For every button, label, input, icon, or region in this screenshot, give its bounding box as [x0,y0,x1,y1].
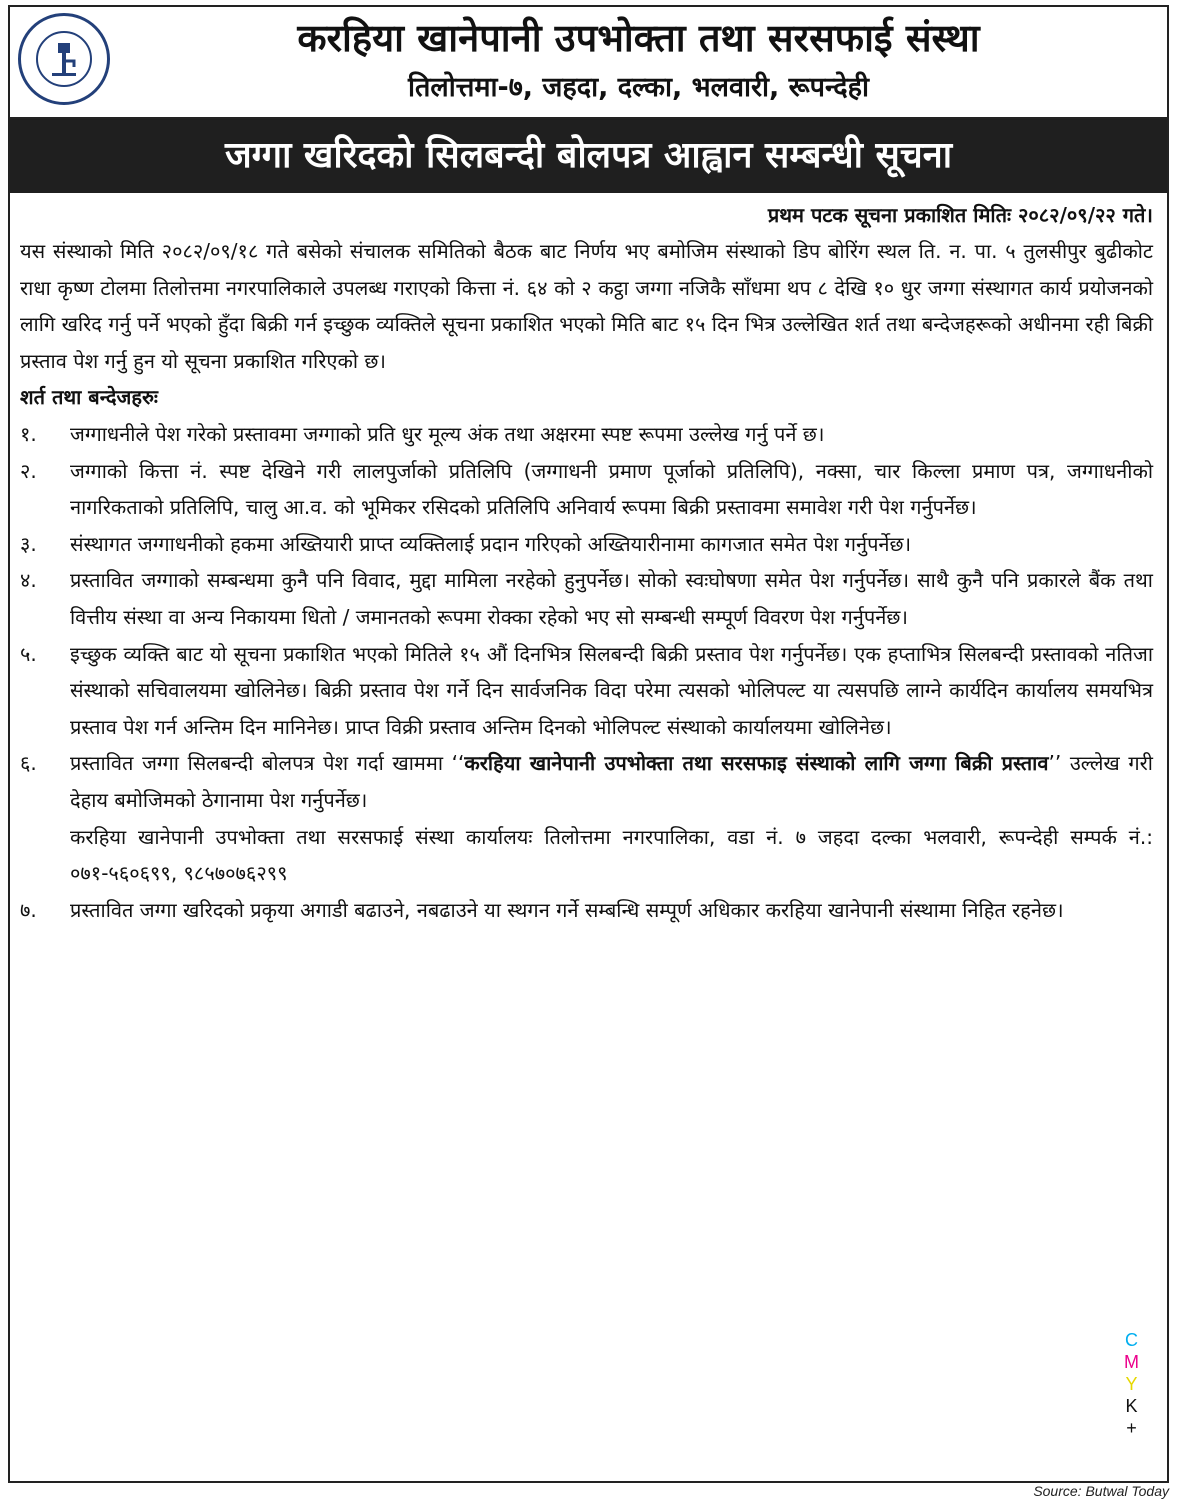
term-item [20,892,1153,929]
term-text: प्रस्तावित जग्गाको सम्बन्धमा कुनै पनि विवाद, मुद्दा मामिला नरहेको हुनुपर्नेछ। सोको स्वःघोषणा समेत पेश गर्नुपर्नेछ। साथै कुनै पनि प्रकारले बैंक तथा वित्तीय संस्था वा अन्य निकायमा धितो / जमानतको रूपमा रोक्का रहेको भए सो सम्बन्धी सम्पूर्ण विवरण पेश गर्नुपर्नेछ। [70,568,1153,629]
term-text: जग्गाधनीले पेश गरेको प्रस्तावमा जग्गाको प्रति धुर मूल्य अंक तथा अक्षरमा स्पष्ट रूपमा उल्लेख गर्नु पर्ने छ। [70,421,825,446]
organization-seal-icon [18,13,110,105]
term-item [20,636,1153,746]
term-item [20,453,1153,526]
terms-heading: शर्त तथा बन्देजहरुः [20,385,158,410]
term-number: १. [20,421,37,446]
term6-text-after: ’’ उल्लेख गरी देहाय बमोजिमको ठेगानामा पेश गर्नुपर्नेछ। [70,751,1153,812]
organization-name: करहिया खानेपानी उपभोक्ता तथा सरसफाई संस्था [297,16,980,60]
print-registration-marks [1124,1329,1139,1439]
term-text: संस्थागत जग्गाधनीको हकमा अख्तियारी प्राप्त व्यक्तिलाई प्रदान गरिएको अख्तियारीनामा कागजात समेत पेश गर्नुपर्नेछ। [70,531,912,556]
envelope-label: करहिया खानेपानी उपभोक्ता तथा सरसफाइ संस्थाको लागि जग्गा बिक्री प्रस्ताव [464,751,1049,776]
office-address-contact: करहिया खानेपानी उपभोक्ता तथा सरसफाई संस्था कार्यालयः तिलोत्तमा नगरपालिका, वडा नं. ७ जहदा दल्का भलवारी, रूपन्देही सम्पर्क नं.: ०७१-५६०६९९, ९८५७०७६२९९ [70,824,1153,886]
term-item [20,526,1153,563]
publication-date: प्रथम पटक सूचना प्रकाशित मितिः २०८२/०९/२२ गते। [767,203,1153,227]
term-item [20,562,1153,635]
notice-frame [8,5,1169,1483]
term-number: २. [20,458,37,483]
term-number: ६. [20,751,37,776]
term-text: प्रस्तावित जग्गा खरिदको प्रकृया अगाडी बढाउने, नबढाउने या स्थगन गर्ने सम्बन्धि सम्पूर्ण अधिकार करहिया खानेपानी संस्थामा निहित रहनेछ। [70,897,1064,922]
cmyk-c: C [1125,1330,1138,1350]
notice-title-banner: जग्गा खरिदको सिलबन्दी बोलपत्र आह्वान सम्बन्धी सूचना [10,119,1167,193]
term-number: ३. [20,531,37,556]
seal-center [36,31,92,87]
intro-paragraph: यस संस्थाको मिति २०८२/०९/१८ गते बसेको संचालक समितिको बैठक बाट निर्णय भए बमोजिम संस्थाको डिप बोरिंग स्थल ति. न. पा. ५ तुलसीपुर बुढीकोट राधा कृष्ण टोलमा तिलोत्तमा नगरपालिकाले उपलब्ध गराएको कित्ता नं. ६४ को २ कट्ठा जग्गा नजिकै साँधमा थप ८ देखि १० धुर जग्गा संस्थागत कार्य प्रयोजनको लागि खरिद गर्नु पर्ने भएको हुँदा बिक्री गर्न इच्छुक व्यक्तिले सूचना प्रकाशित भएको मिति बाट १५ दिन भित्र उल्लेखित शर्त तथा बन्देजहरूको अधीनमा रही बिक्री प्रस्ताव पेश गर्नु हुन यो सूचना प्रकाशित गरिएको छ। [20,239,1153,373]
term-text: इच्छुक व्यक्ति बाट यो सूचना प्रकाशित भएको मितिले १५ औं दिनभित्र सिलबन्दी बिक्री प्रस्ताव पेश गर्नुपर्नेछ। एक हप्ताभित्र सिलबन्दी प्रस्तावको नतिजा संस्थाको सचिवालयमा खोलिनेछ। बिक्री प्रस्ताव पेश गर्ने दिन सार्वजनिक विदा परेमा त्यसको भोलिपल्ट या त्यसपछि लाग्ने कार्यदिन कार्यालय समयभित्र प्रस्ताव पेश गर्न अन्तिम दिन मानिनेछ। प्राप्त विक्री प्रस्ताव अन्तिम दिनको भोलिपल्ट संस्थाको कार्यालयमा खोलिनेछ। [70,641,1153,739]
cmyk-k: K [1125,1396,1138,1416]
term-text: जग्गाको कित्ता नं. स्पष्ट देखिने गरी लालपुर्जाको प्रतिलिपि (जग्गाधनी प्रमाण पूर्जाको प्रतिलिपि), नक्सा, चार किल्ला प्रमाण पत्र, जग्गाधनीको नागरिकताको प्रतिलिपि, चालु आ.व. को भूमिकर रसिदको प्रतिलिपि अनिवार्य रूपमा बिक्री प्रस्तावमा समावेश गरी पेश गर्नुपर्नेछ। [70,458,1153,520]
term-text [70,745,1153,891]
term-item [20,745,1153,891]
source-credit: Source: Butwal Today [1033,1483,1169,1499]
notice-body [10,233,1167,928]
cmyk-plus: + [1126,1418,1137,1438]
term-item [20,416,1153,453]
term-number: ४. [20,568,37,593]
term-number: ७. [20,897,37,922]
cmyk-y: Y [1125,1374,1138,1394]
organization-address: तिलोत्तमा-७, जहदा, दल्का, भलवारी, रूपन्देही [408,72,869,103]
term6-text-before: प्रस्तावित जग्गा सिलबन्दी बोलपत्र पेश गर्दा खाममा ‘‘ [70,751,465,776]
notice-header [10,7,1167,119]
water-tower-icon [44,39,84,79]
cmyk-m: M [1124,1352,1139,1372]
term-number: ५. [20,641,37,666]
